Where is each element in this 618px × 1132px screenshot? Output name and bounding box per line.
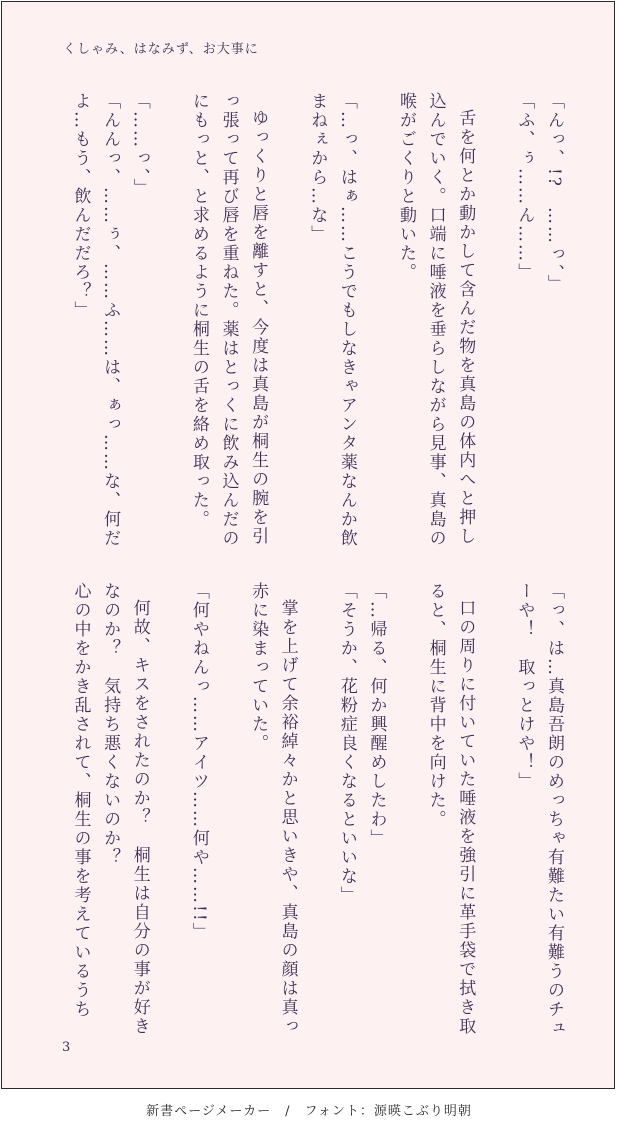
text-line: 口の周りに付いていた唾液を強引に革手袋で拭き取 xyxy=(455,599,476,1036)
text-line: 赤に染まっていた。 xyxy=(248,582,269,753)
text-line: ゆっくりと唇を離すと、今度は真島が桐生の腕を引 xyxy=(248,109,269,546)
text-line: よ…もう、飲んだだろ？」 xyxy=(70,92,91,320)
text-line: 「ふ、ぅ……ん……」 xyxy=(514,92,535,282)
running-head: くしゃみ、はなみず、お大事に xyxy=(63,42,259,57)
text-line xyxy=(154,582,184,1042)
text-line xyxy=(479,92,509,552)
text-line xyxy=(361,92,391,552)
text-line: 喉がごくりと動いた。 xyxy=(396,92,417,282)
text-block-bottom xyxy=(70,582,568,1042)
text-line: 何故、キスをされたのか？ 桐生は自分の事が好き xyxy=(129,599,150,1036)
text-line: 「…っ、はぁ……こうでもしなきゃアンタ薬なんか飲 xyxy=(336,92,357,548)
footer-credit: 新書ページメーカー / フォント：源暎こぶり明朝 xyxy=(146,1104,472,1119)
text-line: まねぇから…な」 xyxy=(307,92,328,244)
text-line: 「そうか、花粉症良くなるといいな」 xyxy=(336,582,357,905)
text-line: っ張って再び唇を重ねた。薬はとっくに飲み込んだの xyxy=(218,92,239,548)
text-line: ると、桐生に背中を向けた。 xyxy=(425,582,446,829)
text-line: 込んでいく。口端に唾液を垂らしながら見事、真島の xyxy=(425,92,446,548)
text-line xyxy=(390,582,420,1042)
text-line xyxy=(154,92,184,552)
text-line: 「何やねんっ……アイツ……何や……!!」 xyxy=(188,582,209,942)
text-block-top xyxy=(70,92,568,552)
text-line: 「っ、は…真島吾朗のめっちゃ有難たい有難うのチュ xyxy=(544,582,564,1038)
text-line: 「んっ、!? ……っ、」 xyxy=(544,92,564,294)
text-line: 舌を何とか動かして含んだ物を真島の体内へと押し xyxy=(455,109,476,546)
text-line: 「……っ、」 xyxy=(129,92,150,198)
text-line xyxy=(479,582,509,1042)
text-line: にもっと、と求めるように桐生の舌を絡め取った。 xyxy=(188,92,209,529)
book-page xyxy=(1,1,615,1089)
text-line: 「…帰る、何か興醒めしたわ」 xyxy=(366,582,387,848)
page-number: 3 xyxy=(62,1040,71,1055)
text-line xyxy=(272,92,302,552)
text-line xyxy=(302,582,332,1042)
text-line: なのか？ 気持ち悪くないのか？ xyxy=(100,582,121,867)
text-line: ーや！ 取っとけや！」 xyxy=(514,582,535,791)
text-line: 掌を上げて余裕綽々かと思いきや、真島の顔は真っ xyxy=(277,599,298,1036)
text-line: 「んんっ、……ぅ、……ふ……は、ぁっ……な、何だ xyxy=(100,92,121,548)
text-line: 心の中をかき乱されて、桐生の事を考えているうち xyxy=(70,582,91,1019)
text-line xyxy=(213,582,243,1042)
